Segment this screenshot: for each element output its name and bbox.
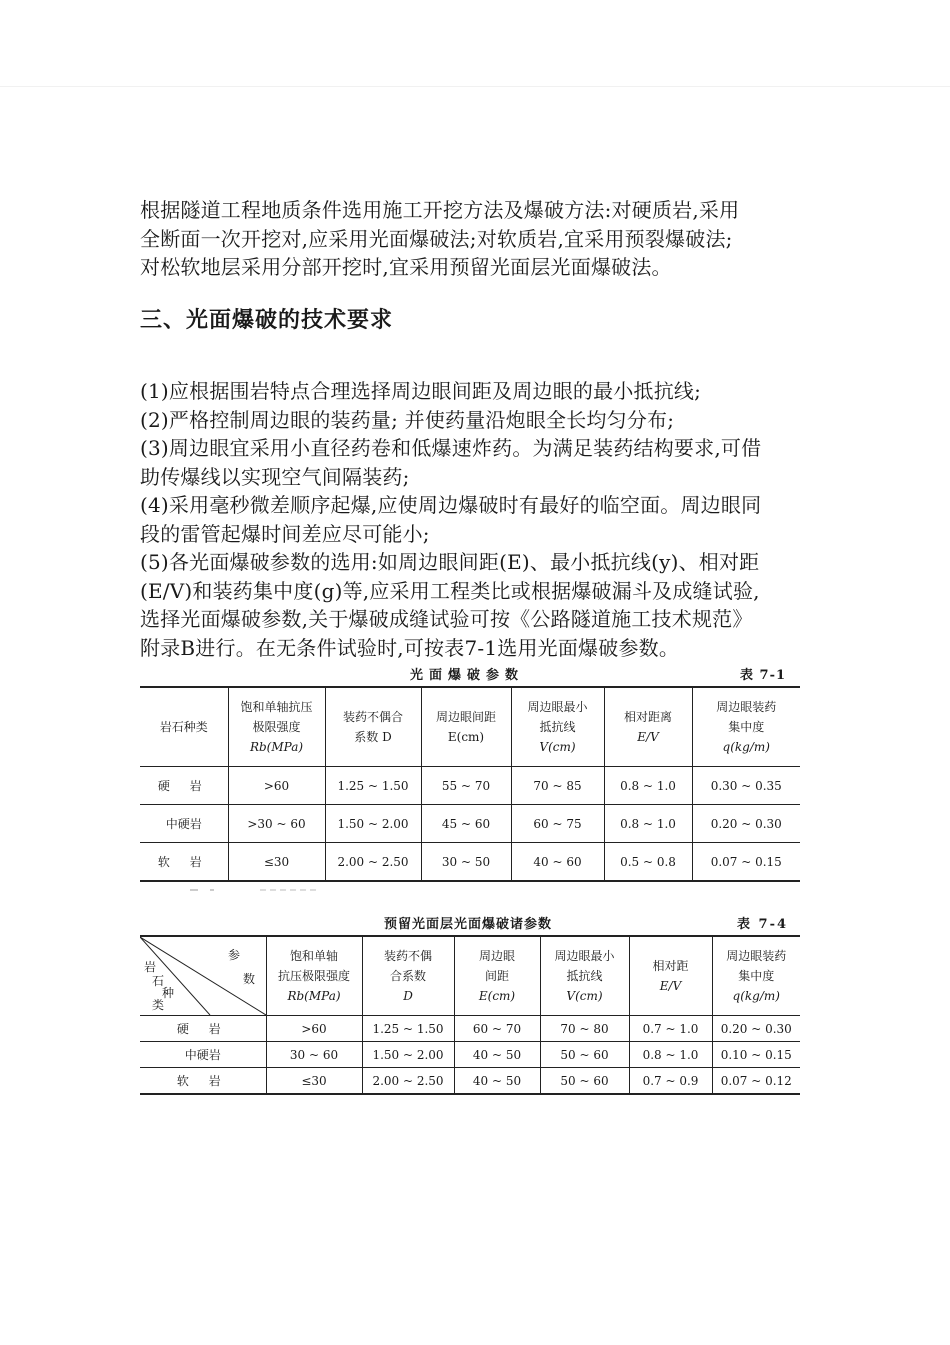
- header-text: q(kg/m): [732, 989, 780, 1003]
- header-cell: [511, 687, 604, 767]
- requirement-line: (2)严格控制周边眼的装药量; 并使药量沿炮眼全长均匀分布;: [140, 407, 675, 432]
- table-cell: 0.7 ~ 0.9: [629, 1068, 712, 1095]
- table-cell: 1.25 ~ 1.50: [325, 767, 421, 805]
- header-text: 系数 D: [354, 730, 392, 744]
- header-text: Rb(MPa): [287, 989, 341, 1003]
- table-cell: 软 岩: [140, 1068, 266, 1095]
- diagonal-header-cell: [140, 936, 266, 1016]
- intro-paragraph: [140, 196, 830, 282]
- requirement-line: 选择光面爆破参数,关于爆破成缝试验可按《公路隧道施工技术规范》: [140, 607, 753, 631]
- table-cell: 70 ~ 85: [511, 767, 604, 805]
- table-cell: 0.07 ~ 0.12: [712, 1068, 800, 1095]
- table-cell: 40 ~ 50: [454, 1068, 540, 1095]
- header-text: E/V: [659, 979, 682, 993]
- table-cell: 0.8 ~ 1.0: [604, 767, 692, 805]
- table-row: [140, 1042, 800, 1068]
- header-cell: [266, 936, 362, 1016]
- table-cell: 0.20 ~ 0.30: [712, 1016, 800, 1042]
- header-text: 饱和单轴抗压: [240, 700, 313, 714]
- table-cell: 30 ~ 60: [266, 1042, 362, 1068]
- table-row: [140, 843, 800, 882]
- header-text: E(cm): [447, 730, 485, 744]
- table-cell: 45 ~ 60: [421, 805, 511, 843]
- table-cell: 60 ~ 70: [454, 1016, 540, 1042]
- table-cell: 0.8 ~ 1.0: [604, 805, 692, 843]
- header-text: E/V: [637, 730, 659, 744]
- table-cell: 55 ~ 70: [421, 767, 511, 805]
- intro-line: 全断面一次开挖对,应采用光面爆破法;对软质岩,宜采用预裂爆破法;: [140, 226, 733, 251]
- requirement-line: (1)应根据围岩特点合理选择周边眼间距及周边眼的最小抵抗线;: [140, 379, 702, 403]
- table-cell: 50 ~ 60: [540, 1042, 629, 1068]
- corner-label: 种: [162, 986, 175, 1000]
- table-cell: 0.8 ~ 1.0: [629, 1042, 712, 1068]
- requirement-line: (3)周边眼宜采用小直径药卷和低爆速炸药。为满足装药结构要求,可借: [140, 436, 762, 460]
- table2-title: 预留光面层光面爆破诸参数: [384, 917, 553, 932]
- header-text: 集中度: [738, 969, 775, 983]
- requirement-line: (5)各光面爆破参数的选用:如周边眼间距(E)、最小抵抗线(y)、相对距: [140, 550, 760, 574]
- table-cell: 30 ~ 50: [421, 843, 511, 882]
- table-cell: 2.00 ~ 2.50: [362, 1068, 454, 1095]
- header-text: V(cm): [566, 989, 603, 1003]
- table-cell: 硬 岩: [140, 1016, 266, 1042]
- table2-header-row: [140, 936, 800, 1016]
- table2-number: 表 7-4: [737, 917, 789, 932]
- table-cell: 中硬岩: [140, 805, 228, 843]
- table-cell: 0.07 ~ 0.15: [692, 843, 800, 882]
- table1-title: 光面爆破参数: [410, 668, 525, 683]
- scan-artifact: [190, 886, 330, 892]
- table-cell: 60 ~ 75: [511, 805, 604, 843]
- table-row: [140, 767, 800, 805]
- table-cell: 中硬岩: [140, 1042, 266, 1068]
- header-cell: [325, 687, 421, 767]
- table-row: [140, 805, 800, 843]
- table-cell: 0.5 ~ 0.8: [604, 843, 692, 882]
- header-text: 抵抗线: [539, 720, 576, 734]
- corner-label: 石: [152, 974, 165, 988]
- header-text: Rb(MPa): [249, 740, 304, 754]
- header-text: 相对距: [652, 959, 689, 973]
- corner-label: 参: [228, 948, 241, 962]
- table1: [140, 686, 800, 882]
- header-text: E(cm): [478, 989, 516, 1003]
- table-cell: 1.25 ~ 1.50: [362, 1016, 454, 1042]
- table-cell: 软 岩: [140, 843, 228, 882]
- intro-line: 对松软地层采用分部开挖时,宜采用预留光面层光面爆破法。: [140, 255, 672, 279]
- header-text: D: [403, 989, 413, 1003]
- header-text: 抵抗线: [566, 969, 603, 983]
- header-text: 合系数: [389, 969, 426, 983]
- header-cell: [140, 687, 228, 767]
- corner-label: 岩: [144, 960, 157, 974]
- table-cell: >30 ~ 60: [228, 805, 325, 843]
- table1-number: 表 7-1: [740, 668, 787, 683]
- header-text: 周边眼装药: [726, 949, 787, 963]
- header-text: 装药不偶合: [342, 710, 403, 724]
- table-cell: 0.10 ~ 0.15: [712, 1042, 800, 1068]
- header-text: 周边眼装药: [716, 700, 777, 714]
- table-cell: 0.30 ~ 0.35: [692, 767, 800, 805]
- header-text: 极限强度: [252, 720, 301, 734]
- requirements-paragraph: [140, 377, 830, 662]
- requirement-line: 附录B进行。在无条件试验时,可按表7-1选用光面爆破参数。: [140, 635, 680, 660]
- table-cell: >60: [266, 1016, 362, 1042]
- table-cell: ≤30: [266, 1068, 362, 1095]
- header-cell: [712, 936, 800, 1016]
- table-cell: 40 ~ 50: [454, 1042, 540, 1068]
- corner-label: 数: [243, 972, 256, 986]
- table-cell: 0.7 ~ 1.0: [629, 1016, 712, 1042]
- table-cell: 1.50 ~ 2.00: [325, 805, 421, 843]
- header-text: 相对距离: [623, 710, 672, 724]
- header-text: 周边眼间距: [435, 710, 496, 724]
- header-text: 周边眼最小: [527, 700, 588, 714]
- header-cell: [421, 687, 511, 767]
- header-text: 周边眼最小: [554, 949, 615, 963]
- header-text: q(kg/m): [722, 740, 770, 754]
- table2: [140, 935, 800, 1095]
- header-text: 饱和单轴: [289, 949, 338, 963]
- page-top-edge: [0, 86, 950, 87]
- table-cell: 1.50 ~ 2.00: [362, 1042, 454, 1068]
- table-cell: 0.20 ~ 0.30: [692, 805, 800, 843]
- intro-line: 根据隧道工程地质条件选用施工开挖方法及爆破方法:对硬质岩,采用: [140, 198, 740, 222]
- header-text: 岩石种类: [159, 720, 208, 734]
- header-text: 周边眼: [478, 949, 515, 963]
- table1-header-row: [140, 687, 800, 767]
- corner-label: 类: [152, 998, 165, 1012]
- requirement-line: (E/V)和装药集中度(g)等,应采用工程类比或根据爆破漏斗及成缝试验,: [140, 578, 760, 603]
- header-cell: [629, 936, 712, 1016]
- header-cell: [692, 687, 800, 767]
- header-cell: [454, 936, 540, 1016]
- table-cell: 硬 岩: [140, 767, 228, 805]
- requirement-line: 段的雷管起爆时间差应尽可能小;: [140, 521, 430, 546]
- header-cell: [362, 936, 454, 1016]
- table-cell: 50 ~ 60: [540, 1068, 629, 1095]
- table-cell: ≤30: [228, 843, 325, 882]
- header-cell: [540, 936, 629, 1016]
- header-text: 抗压极限强度: [277, 969, 350, 983]
- header-text: 集中度: [728, 720, 765, 734]
- table-row: [140, 1068, 800, 1095]
- table-cell: 40 ~ 60: [511, 843, 604, 882]
- header-cell: [604, 687, 692, 767]
- header-text: 装药不偶: [383, 949, 432, 963]
- table-cell: 2.00 ~ 2.50: [325, 843, 421, 882]
- table-cell: >60: [228, 767, 325, 805]
- table-row: [140, 1016, 800, 1042]
- requirement-line: 助传爆线以实现空气间隔装药;: [140, 464, 410, 489]
- requirement-line: (4)采用毫秒微差顺序起爆,应使周边爆破时有最好的临空面。周边眼同: [140, 493, 762, 517]
- header-text: 间距: [484, 969, 509, 983]
- section-heading: 三、光面爆破的技术要求: [140, 308, 394, 333]
- table-cell: 70 ~ 80: [540, 1016, 629, 1042]
- header-cell: [228, 687, 325, 767]
- header-text: V(cm): [539, 740, 576, 754]
